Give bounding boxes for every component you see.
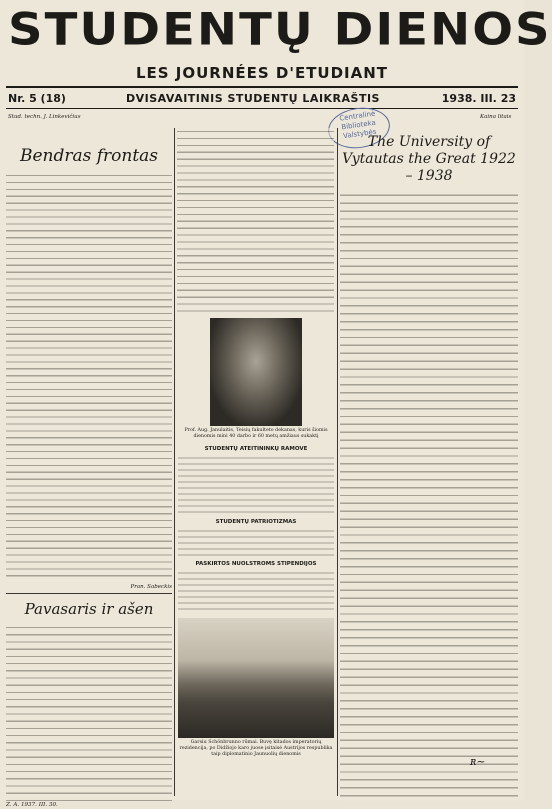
article-title: The University of Vytautas the Great 1922 – 1938 — [342, 134, 516, 184]
palace-caption: Garsiu Schönbrunno rūmai. Buvę kitados imperatorių rezidencija, po Didžiojo karo juose įsitaisė Austrijos respublika taip diplomatinio Jaunuolių dienomis — [179, 740, 333, 757]
article-body — [340, 191, 518, 801]
poem-heading: Pavasaris ir ašen — [24, 600, 154, 618]
newspaper-subtitle: LES JOURNÉES D'ETUDIANT — [135, 64, 389, 82]
info-bar — [6, 90, 518, 108]
masthead — [8, 4, 552, 64]
section-heading: STUDENTŲ ATEITININKŲ RAMOVE — [204, 446, 308, 452]
middle-column — [178, 128, 334, 758]
library-stamp: Centralinė Biblioteka Valstybės — [326, 104, 393, 152]
article-author: Pran. Sabeckis — [130, 584, 172, 590]
tagline: DVISAVAITINIS STUDENTŲ LAIKRAŠTIS — [126, 92, 380, 105]
section-body — [178, 570, 334, 614]
poem-footer: Z. A. 1937. III. 30. — [6, 802, 58, 808]
column-divider — [337, 128, 338, 796]
right-column — [340, 128, 518, 801]
article-heading: Bendras frontas — [19, 146, 159, 166]
signature-mark: ʀ~ — [470, 755, 486, 768]
column-divider — [174, 128, 175, 796]
editor-line: Stud. techn. J. Linkevičius — [8, 114, 81, 120]
continued-text — [177, 128, 334, 314]
article-body — [6, 172, 172, 582]
poem-body — [6, 624, 172, 802]
portrait-photo — [210, 318, 302, 426]
section-body — [178, 528, 334, 558]
section-heading: PASKIRTOS NUOLSTROMS STIPENDIJOS — [195, 561, 317, 567]
issue-number: Nr. 5 (18) — [8, 92, 66, 105]
photo-caption: Prof. Aug. Janulaitis, Teisių fakulteto dekanas, kuris šiomis dienomis mini 40 darbo ir 60 metų amžiaus sukaktį — [184, 428, 328, 439]
divider — [6, 108, 518, 109]
issue-date: 1938. III. 23 — [441, 92, 516, 105]
section-heading: STUDENTŲ PATRIOTIZMAS — [215, 519, 297, 525]
left-column — [6, 128, 172, 809]
price-line: Kaina litais — [480, 114, 512, 120]
palace-photo — [178, 618, 334, 738]
section-body — [178, 455, 334, 515]
divider — [6, 86, 518, 88]
newspaper-title: STUDENTŲ DIENOS — [8, 4, 552, 56]
